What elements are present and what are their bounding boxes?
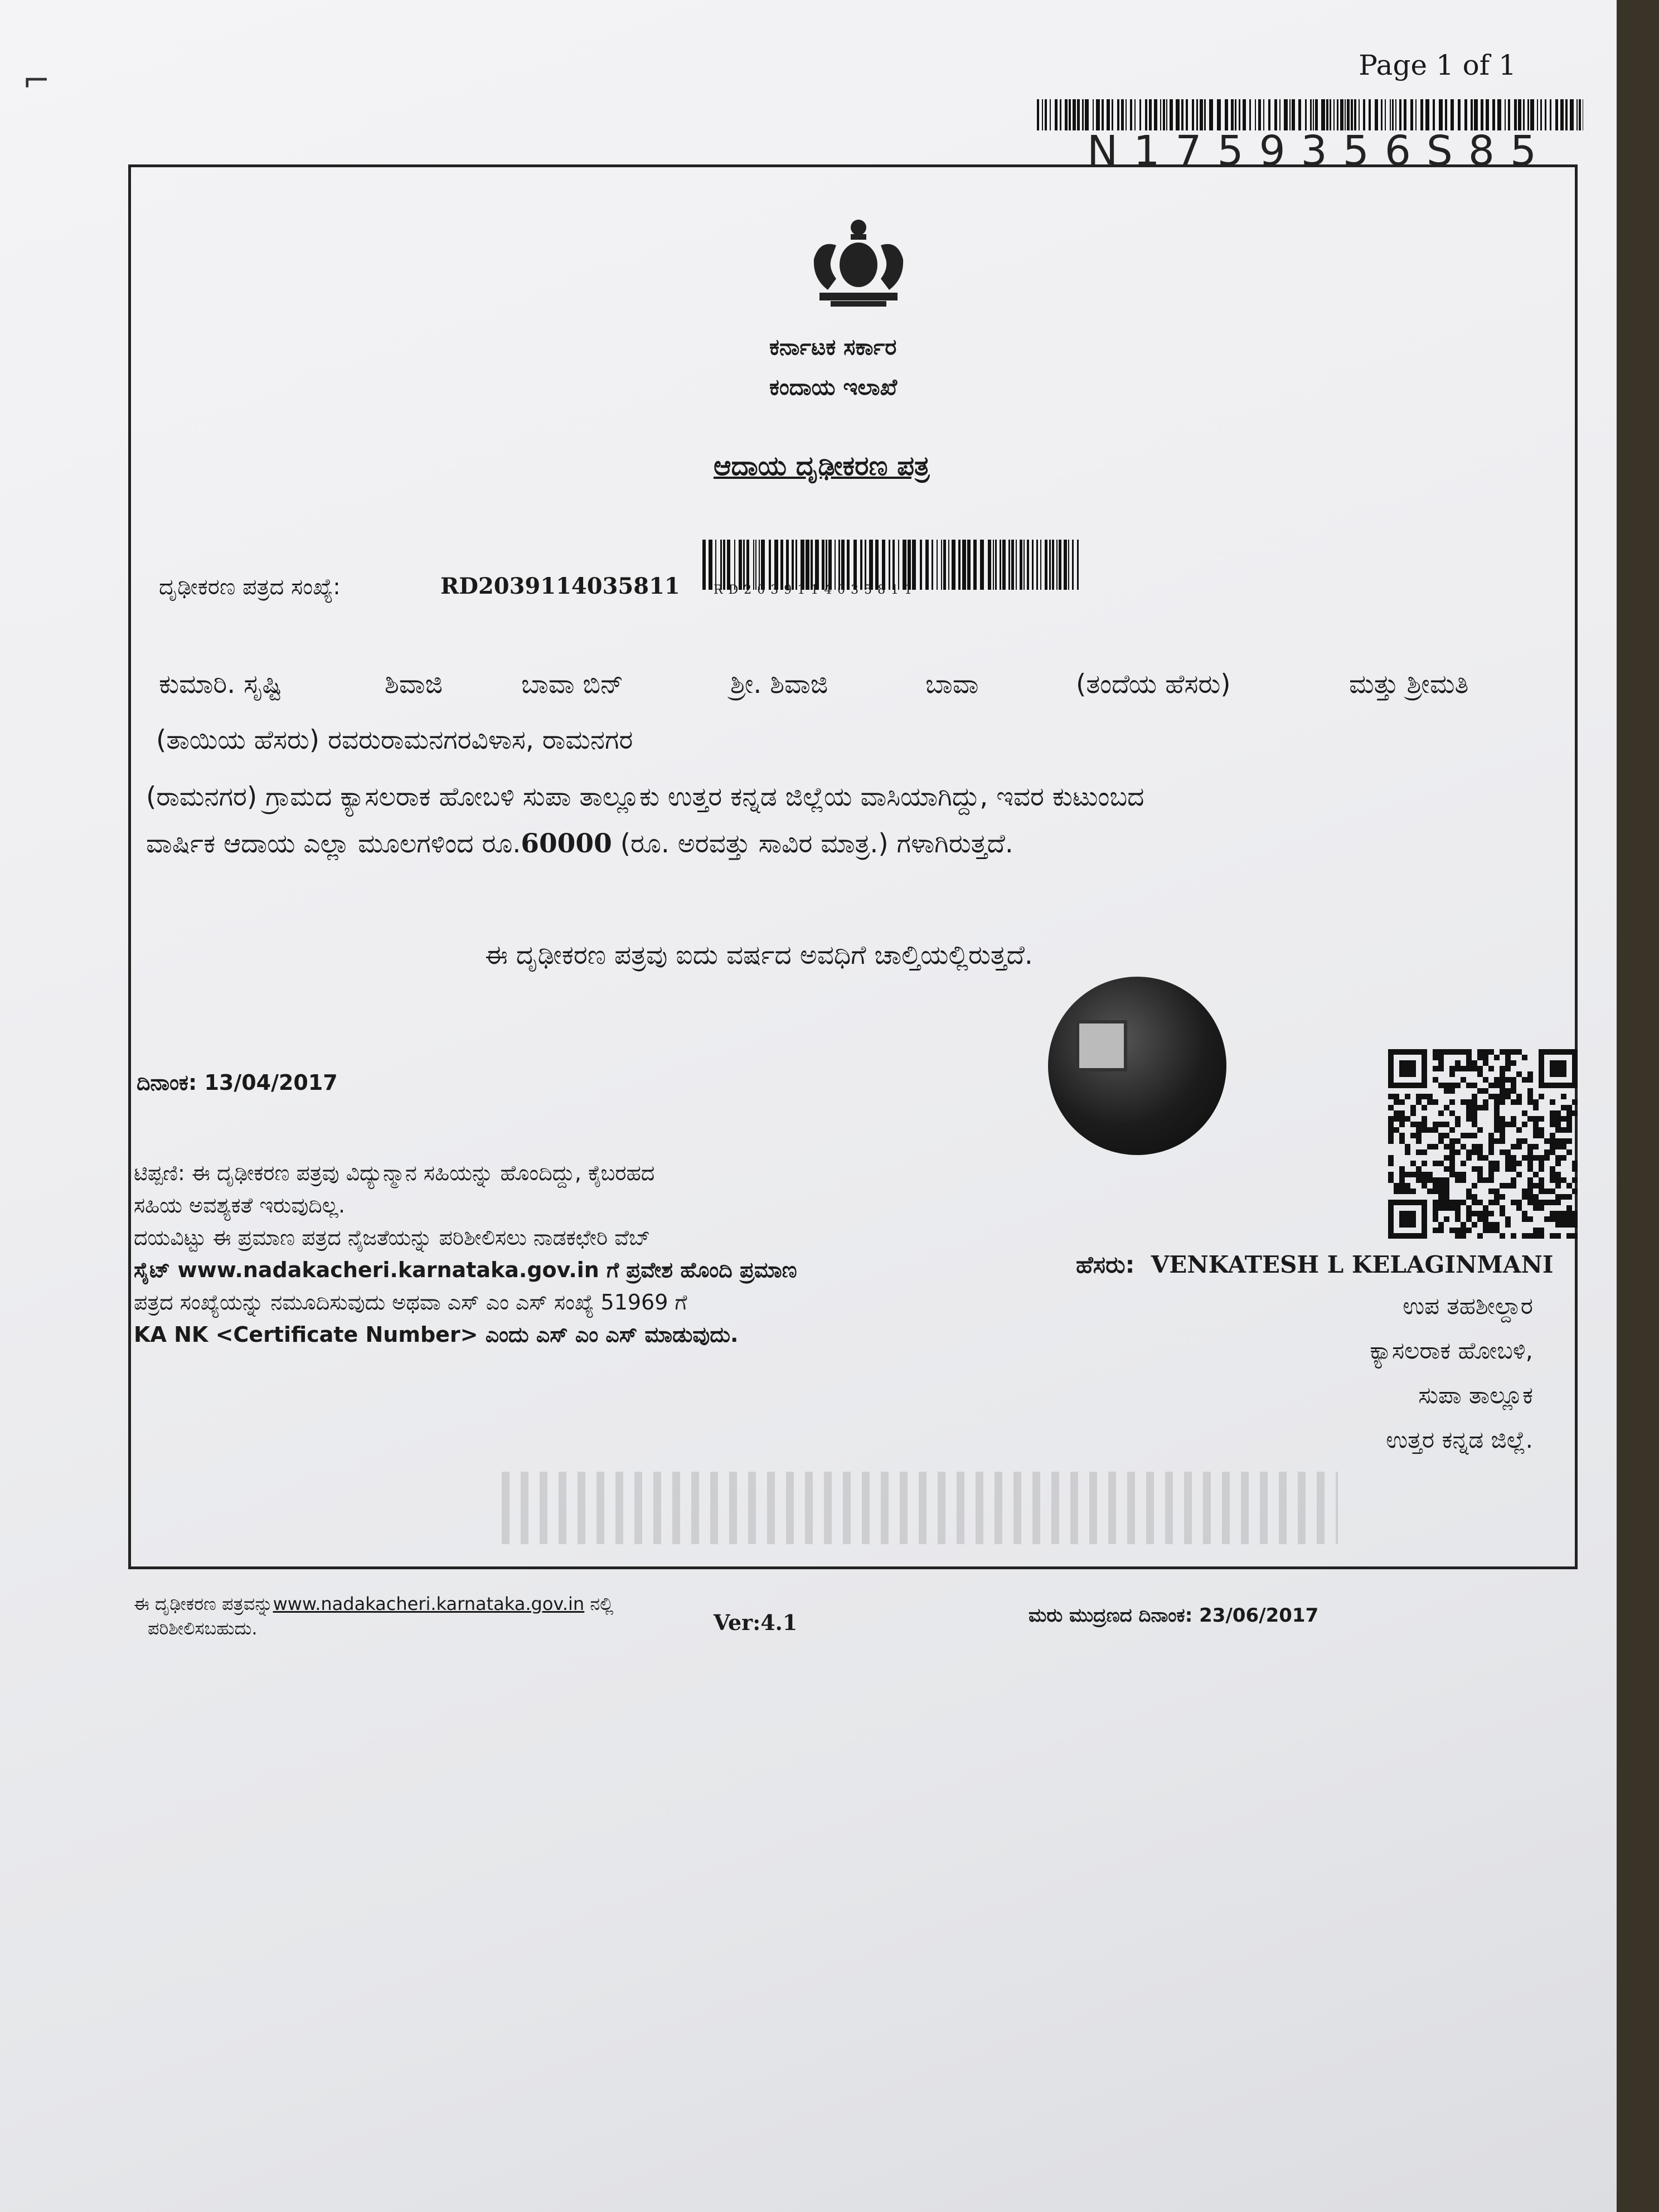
income-text: ವಾರ್ಷಿಕ ಆದಾಯ ಎಲ್ಲಾ ಮೂಲಗಳಿಂದ ರೂ. (146, 828, 521, 859)
note-line-sms: KA NK <Certificate Number> ಎಂದು ಎಸ್ ಎಂ ಎಸ್ ಮಾಡುವುದು. (134, 1322, 739, 1347)
body-word: ಬಾವಾ ಬಿನ್ (521, 669, 624, 700)
signatory-designation: ಉಪ ತಹಶೀಲ್ದಾರ (1403, 1292, 1533, 1320)
footer-verify: ಈ ದೃಢೀಕರಣ ಪತ್ರವನ್ನುwww.nadakacheri.karnataka.gov.in ನಲ್ಲಿ (134, 1593, 614, 1614)
qr-code (1388, 1049, 1578, 1239)
issue-date: ದಿನಾಂಕ: 13/04/2017 (137, 1070, 338, 1095)
verify-link[interactable]: www.nadakacheri.karnataka.gov.in (273, 1593, 585, 1614)
signatory-district: ಉತ್ತರ ಕನ್ನಡ ಜಿಲ್ಲೆ. (1386, 1426, 1533, 1453)
handwritten-mark: ⌐ (22, 61, 51, 100)
income-amount: 60000 (521, 828, 612, 859)
certificate-barcode (702, 540, 1081, 590)
state-emblem-icon (797, 212, 920, 312)
note-line: ಪತ್ರದ ಸಂಖ್ಯೆಯನ್ನು ನಮೂದಿಸುವುದು ಅಥವಾ ಎಸ್ ಎಂ ಎಸ್ ಸಂಖ್ಯೆ 51969 ಗೆ (134, 1290, 687, 1314)
note-line: ಸಹಿಯ ಅವಶ್ಯಕತೆ ಇರುವುದಿಲ್ಲ. (134, 1193, 346, 1217)
serial-number: N1759356S85 (1087, 127, 1553, 175)
body-word: ಕುಮಾರಿ. ಸೃಷ್ಟಿ (159, 669, 282, 700)
seal-chip-icon (1076, 1020, 1127, 1071)
page-number: Page 1 of 1 (1359, 49, 1516, 81)
body-word: ಶಿವಾಜಿ (385, 669, 443, 700)
body-line-2: (ತಾಯಿಯ ಹೆಸರು) ರವರುರಾಮನಗರವಿಳಾಸ, ರಾಮನಗರ (156, 725, 633, 755)
body-line-4 (146, 828, 1013, 860)
signatory-name: ಹೆಸರು: VENKATESH L KELAGINMANI (1076, 1251, 1554, 1278)
body-word: ಮತ್ತು ಶ್ರೀಮತಿ (1349, 669, 1469, 700)
government-name: ಕರ್ನಾಟಕ ಸರ್ಕಾರ (769, 334, 897, 360)
digital-signature-seal (1048, 977, 1226, 1155)
body-line-3: (ರಾಮನಗರ) ಗ್ರಾಮದ ಕ್ಯಾಸಲರಾಕ ಹೋಬಳಿ ಸುಪಾ ತಾಲ್ಲೂಕು ಉತ್ತರ ಕನ್ನಡ ಜಿಲ್ಲೆಯ ವಾಸಿಯಾಗಿದ್ದು, ಇವರ ಕುಟುಂಬದ (146, 782, 1144, 812)
department-name: ಕಂದಾಯ ಇಲಾಖೆ (769, 375, 898, 400)
signatory-taluk: ಸುಪಾ ತಾಲ್ಲೂಕ (1418, 1381, 1533, 1409)
bleed-through-text (502, 1472, 1338, 1544)
signatory-hobli: ಕ್ಯಾಸಲರಾಕ ಹೋಬಳಿ, (1370, 1337, 1533, 1364)
certificate-barcode-text: RD2039114035811 (714, 583, 918, 597)
certificate-number: RD2039114035811 (440, 573, 680, 599)
validity-statement: ಈ ದೃಢೀಕರಣ ಪತ್ರವು ಐದು ವರ್ಷದ ಅವಧಿಗೆ ಚಾಲ್ತಿಯಲ್ಲಿರುತ್ತದೆ. (485, 940, 1033, 971)
top-barcode (1037, 99, 1583, 130)
footer-verify-line2: ಪರಿಶೀಲಿಸಬಹುದು. (148, 1618, 258, 1639)
note-line: ಟಿಪ್ಪಣಿ: ಈ ದೃಢೀಕರಣ ಪತ್ರವು ವಿದ್ಯುನ್ಮಾನ ಸಹಿಯನ್ನು ಹೊಂದಿದ್ದು, ಕೈಬರಹದ (134, 1161, 655, 1185)
certificate-number-label: ದೃಢೀಕರಣ ಪತ್ರದ ಸಂಖ್ಯೆ: (159, 574, 341, 600)
body-word: (ತಂದೆಯ ಹೆಸರು) (1076, 669, 1231, 700)
reprint-date: ಮರು ಮುದ್ರಣದ ದಿನಾಂಕ: 23/06/2017 (1029, 1604, 1319, 1627)
body-word: ಶ್ರೀ. ಶಿವಾಜಿ (730, 669, 828, 700)
note-line: ದಯವಿಟ್ಟು ಈ ಪ್ರಮಾಣ ಪತ್ರದ ನೈಜತೆಯನ್ನು ಪರಿಶೀಲಿಸಲು ನಾಡಕಛೇರಿ ವೆಬ್ (134, 1225, 651, 1250)
certificate-title: ಆದಾಯ ದೃಢೀಕರಣ ಪತ್ರ (714, 450, 930, 482)
version-label: Ver:4.1 (714, 1610, 798, 1635)
note-line-website: ಸೈಟ್ www.nadakacheri.karnataka.gov.in ಗೆ ಪ್ರವೇಶ ಹೊಂದಿ ಪ್ರಮಾಣ (134, 1258, 797, 1282)
income-words: (ರೂ. ಅರವತ್ತು ಸಾವಿರ ಮಾತ್ರ.) ಗಳಾಗಿರುತ್ತದೆ. (612, 828, 1013, 859)
body-word: ಬಾವಾ (925, 669, 979, 700)
